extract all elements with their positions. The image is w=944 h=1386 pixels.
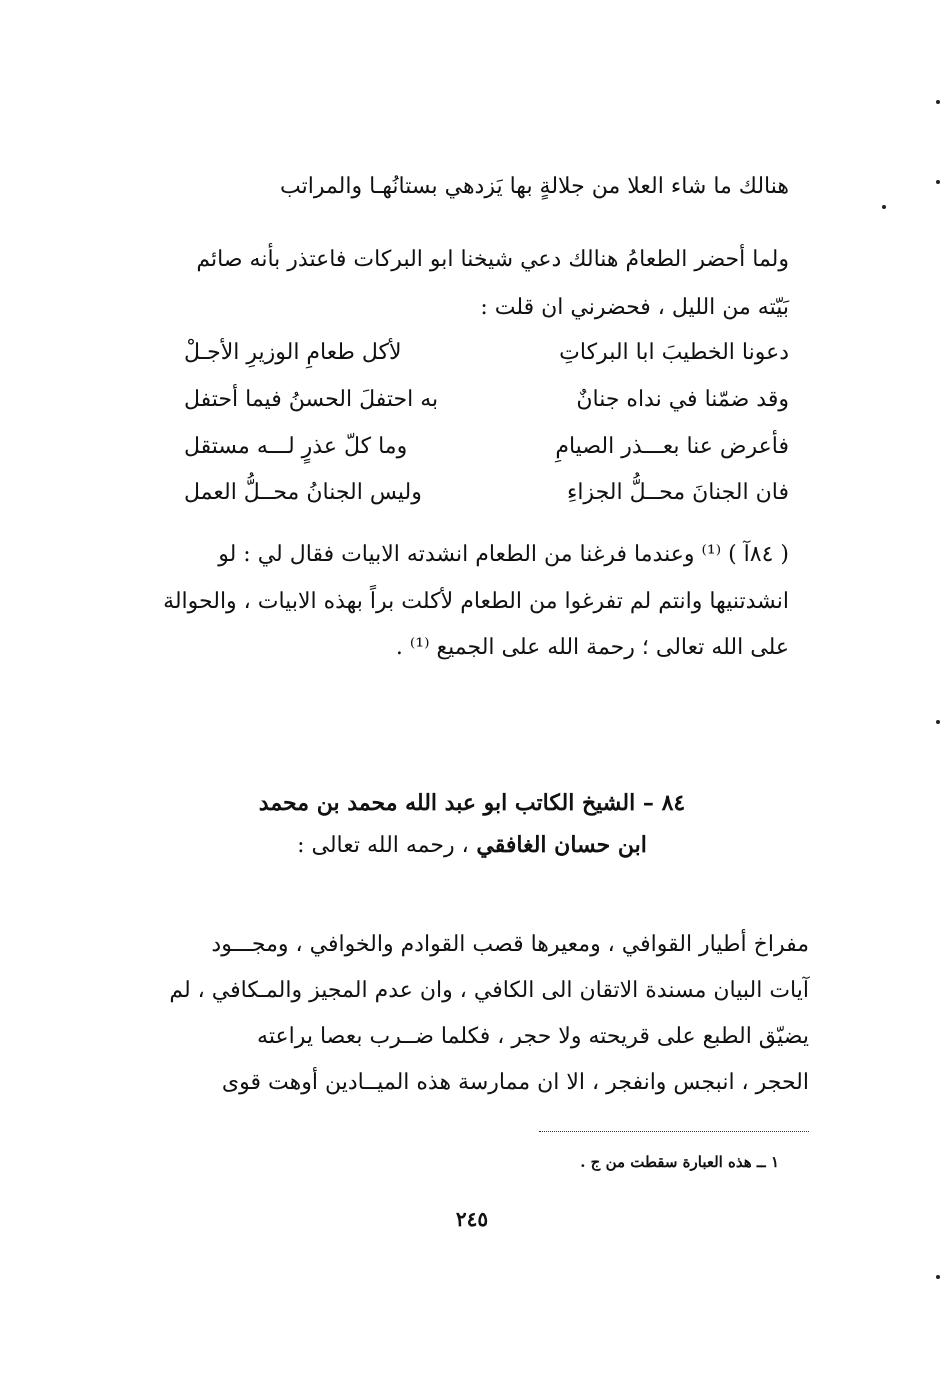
verse-first-hemistich: دعونا الخطيبَ ابا البركاتِ — [559, 340, 789, 365]
verse-second-hemistich: وليس الجنانُ محــلُّ العمل — [184, 480, 422, 505]
paragraph-line: يضيّق الطبع على قريحته ولا حجر ، فكلما ضــرب بعصا يراعته — [257, 1024, 809, 1049]
verse-first-hemistich: فأعرض عنا بعـــذر الصيامِ — [555, 434, 789, 459]
paragraph-line: الحجر ، انبجس وانفجر ، الا ان ممارسة هذه الميــادين أوهت قوى — [221, 1070, 809, 1095]
paragraph-line: آيات البيان مسندة الاتقان الى الكافي ، وان عدم المجيز والمـكافي ، لم — [169, 978, 809, 1003]
poem-verse — [149, 387, 789, 421]
verse-second-hemistich: لأكل طعامِ الوزيرِ الأجـلْ — [184, 340, 402, 365]
paragraph-line: بَيّته من الليل ، فحضرني ان قلت : — [480, 295, 789, 320]
paragraph-line: ولما أحضر الطعامُ هنالك دعي شيخنا ابو البركات فاعتذر بأنه صائم — [196, 247, 789, 272]
margin-speck — [936, 1275, 940, 1279]
poem-verse — [149, 480, 789, 514]
verse-top-line: هنالك ما شاء العلا من جلالةٍ بها يَزدهي بستانُهـا والمراتب — [279, 174, 789, 199]
page-number: ٢٤٥ — [455, 1207, 489, 1231]
poem-verse — [149, 434, 789, 468]
margin-speck — [936, 180, 940, 184]
margin-speck — [882, 205, 886, 209]
footnote-separator — [539, 1131, 809, 1132]
margin-speck — [936, 720, 940, 724]
footnote: ١ ــ هذه العبارة سقطت من ج . — [580, 1153, 779, 1171]
entry-heading-continued — [0, 832, 944, 858]
verse-first-hemistich: فان الجنانَ محــلُّ الجزاءِ — [566, 480, 789, 505]
heading-blessing: ، رحمه الله تعالى : — [297, 833, 469, 858]
entry-heading: ٨٤ – الشيخ الكاتب ابو عبد الله محمد بن محمد — [258, 790, 686, 816]
paragraph-line: ( ٨٤آ ) ⁽¹⁾ وعندما فرغنا من الطعام انشدته الابيات فقال لي : لو — [218, 542, 789, 567]
poem-verse — [149, 340, 789, 374]
verse-first-hemistich: وقد ضمّنا في نداه جنانٌ — [576, 387, 789, 412]
verse-second-hemistich: به احتفلَ الحسنُ فيما أحتفل — [184, 387, 439, 412]
verse-second-hemistich: وما كلّ عذرٍ لـــه مستقل — [184, 434, 408, 459]
paragraph-line: انشدتنيها وانتم لم تفرغوا من الطعام لأكلت براً بهذه الابيات ، والحوالة — [163, 589, 789, 614]
margin-speck — [936, 100, 940, 104]
paragraph-line: على الله تعالى ؛ رحمة الله على الجميع ⁽¹⁾ . — [395, 635, 789, 660]
heading-name: ابن حسان الغافقي — [476, 832, 647, 858]
paragraph-line: مفراخ أطيار القوافي ، ومعيرها قصب القوادم والخوافي ، ومجـــود — [211, 932, 809, 957]
